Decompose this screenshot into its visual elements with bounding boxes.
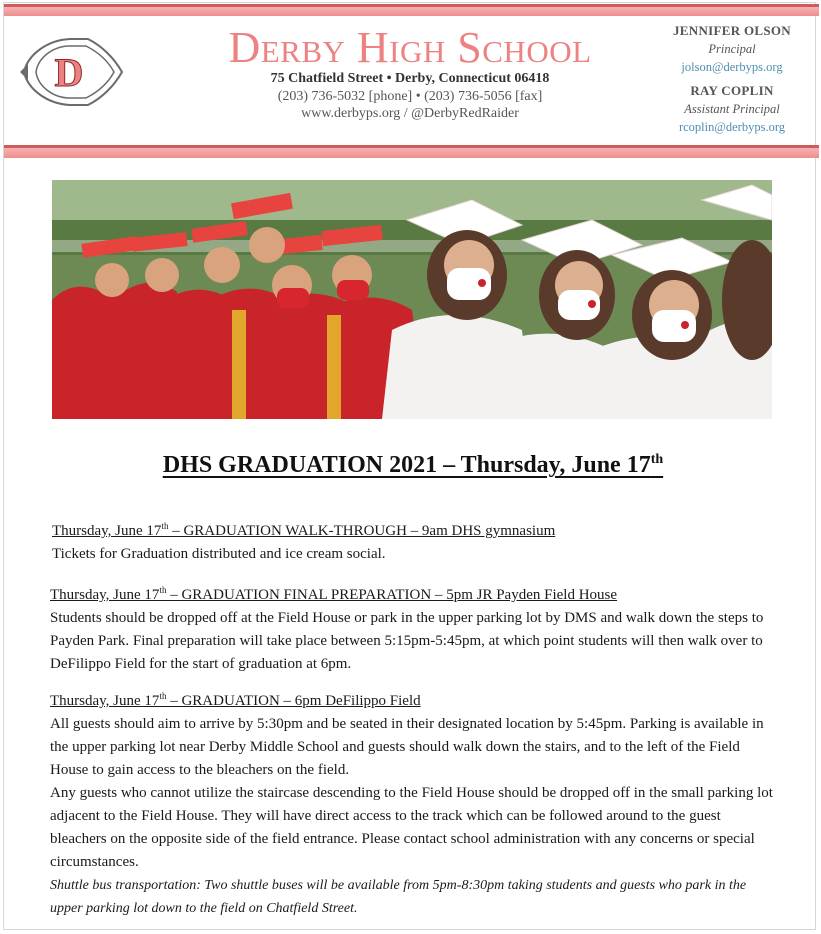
school-phone-fax: (203) 736-5032 [phone] • (203) 736-5056 [fax] — [277, 89, 543, 104]
staff-email[interactable]: jolson@derbyps.org — [681, 60, 783, 74]
section-heading: Thursday, June 17th – GRADUATION FINAL PREPARATION – 5pm JR Payden Field House — [50, 585, 618, 603]
section-heading: Thursday, June 17th – GRADUATION – 6pm DeFilippo Field — [50, 691, 421, 709]
staff-email[interactable]: rcoplin@derbyps.org — [678, 120, 786, 134]
school-web-social: www.derbyps.org / @DerbyRedRaider — [301, 106, 519, 121]
logo-letter: D — [54, 50, 84, 95]
staff-role: Principal — [708, 42, 756, 56]
header-bottom-band — [4, 145, 819, 158]
section-heading: Thursday, June 17th – GRADUATION WALK-THROUGH – 9am DHS gymnasium — [52, 521, 556, 539]
schedule-section-walkthrough — [52, 520, 782, 566]
section-body: Tickets for Graduation distributed and ice cream social. — [52, 546, 386, 562]
school-name: Derby High School — [228, 23, 592, 72]
staff-name: JENNIFER OLSON — [673, 23, 791, 38]
section-body-accessibility: Any guests who cannot utilize the staircase descending to the Field House should be dropped off in the small parking lot adjacent to the Field House. They will have direct access to the track which can be followed around to the guest bleachers on the opposite side of the field entrance. Please contact school administration with any concerns or special circumstances. — [50, 785, 773, 870]
page-title: DHS GRADUATION 2021 – Thursday, June 17th — [162, 452, 664, 478]
schedule-section-final-prep — [50, 584, 780, 676]
staff-name: RAY COPLIN — [690, 83, 774, 98]
arrowhead-logo — [18, 34, 126, 110]
staff-assistant-principal — [640, 83, 821, 135]
section-body: All guests should aim to arrive by 5:30pm and be seated in their designated location by 5:45pm. Parking is available in the upper parking lot near Derby Middle School and guests should walk down the stairs, and to the left of the Field House to gain access to the bleachers on the field. — [50, 716, 764, 778]
shuttle-note: Shuttle bus transportation: Two shuttle buses will be available from 5pm-8:30pm taking students and guests who park in the upper parking lot down to the field on Chatfield Street. — [50, 878, 747, 916]
school-address: 75 Chatfield Street • Derby, Connecticut 06418 — [270, 71, 550, 86]
staff-principal — [640, 23, 821, 75]
staff-role: Assistant Principal — [684, 102, 780, 116]
section-body: Students should be dropped off at the Field House or park in the upper parking lot by DMS and walk down the steps to Payden Park. Final preparation will take place between 5:15pm-5:45pm, at which point students will then walk over to DeFilippo Field for the start of graduation at 6pm. — [50, 610, 764, 672]
schedule-section-graduation — [50, 690, 780, 920]
graduates-photo — [52, 180, 772, 419]
header-top-band — [4, 4, 819, 16]
